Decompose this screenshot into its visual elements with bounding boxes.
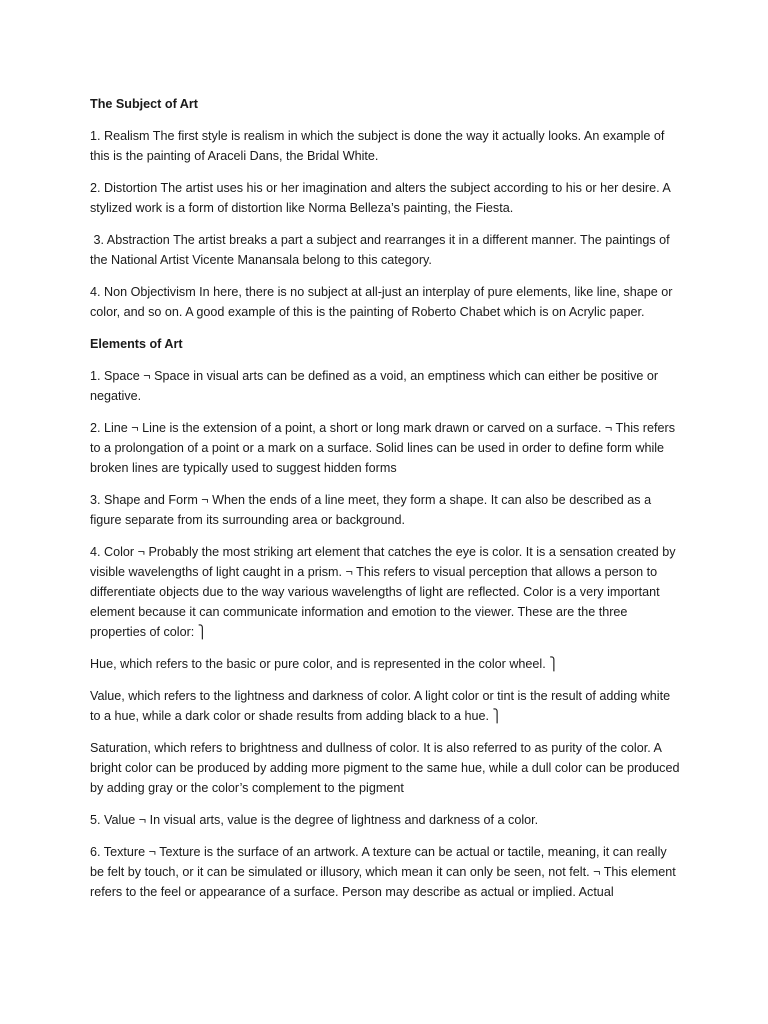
element-item-line: 2. Line ¬ Line is the extension of a point, a short or long mark drawn or carved on a surface. ¬ This refers to a prolongation of a point or a mark on a surface. Solid lines can be used in order to define form while broken lines are typically used to suggest hidden forms — [90, 421, 675, 475]
subject-item-non-objectivism: 4. Non Objectivism In here, there is no subject at all-just an interplay of pure elements, like line, shape or color, and so on. A good example of this is the painting of Roberto Chabet which is on Acrylic paper. — [90, 285, 673, 319]
element-item-value: 5. Value ¬ In visual arts, value is the degree of lightness and darkness of a color. — [90, 813, 539, 827]
element-item-shape-form: 3. Shape and Form ¬ When the ends of a line meet, they form a shape. It can also be described as a figure separate from its surrounding area or background. — [90, 493, 652, 527]
heading-elements-of-art: Elements of Art — [90, 337, 183, 351]
element-item-space: 1. Space ¬ Space in visual arts can be defined as a void, an emptiness which can either be positive or negative. — [90, 369, 659, 403]
element-item-texture: 6. Texture ¬ Texture is the surface of an artwork. A texture can be actual or tactile, meaning, it can really be felt by touch, or it can be simulated or illusory, which mean it can only be seen, not felt. ¬ This element refers to the feel or appearance of a surface. Person may describe as actual or implied. Actual — [90, 845, 676, 899]
subject-item-realism: 1. Realism The first style is realism in which the subject is done the way it actually looks. An example of this is the painting of Araceli Dans, the Bridal White. — [90, 129, 665, 163]
subject-item-distortion: 2. Distortion The artist uses his or her imagination and alters the subject according to his or her desire. A stylized work is a form of distortion like Norma Belleza’s painting, the Fiesta. — [90, 181, 671, 215]
color-property-saturation: Saturation, which refers to brightness and dullness of color. It is also referred to as purity of the color. A bright color can be produced by adding more pigment to the same hue, while a dull color can be produced by adding gray or the color’s complement to the pigment — [90, 741, 680, 795]
document-page — [90, 94, 680, 914]
color-property-value: Value, which refers to the lightness and darkness of color. A light color or tint is the result of adding white to a hue, while a dark color or shade results from adding black to a hue. ⎫ — [90, 689, 671, 723]
subject-item-abstraction: 3. Abstraction The artist breaks a part a subject and rearranges it in a different manner. The paintings of the National Artist Vicente Manansala belong to this category. — [90, 233, 674, 267]
element-item-color: 4. Color ¬ Probably the most striking art element that catches the eye is color. It is a sensation created by visible wavelengths of light caught in a prism. ¬ This refers to visual perception that allows a person to differentiate objects due to the way various wavelengths of light are reflected. Color is a very important element because it can communicate information and emotion to the viewer. These are the three properties of color: ⎫ — [90, 545, 676, 639]
heading-subject-of-art: The Subject of Art — [90, 97, 198, 111]
color-property-hue: Hue, which refers to the basic or pure color, and is represented in the color wheel. ⎫ — [90, 657, 559, 671]
